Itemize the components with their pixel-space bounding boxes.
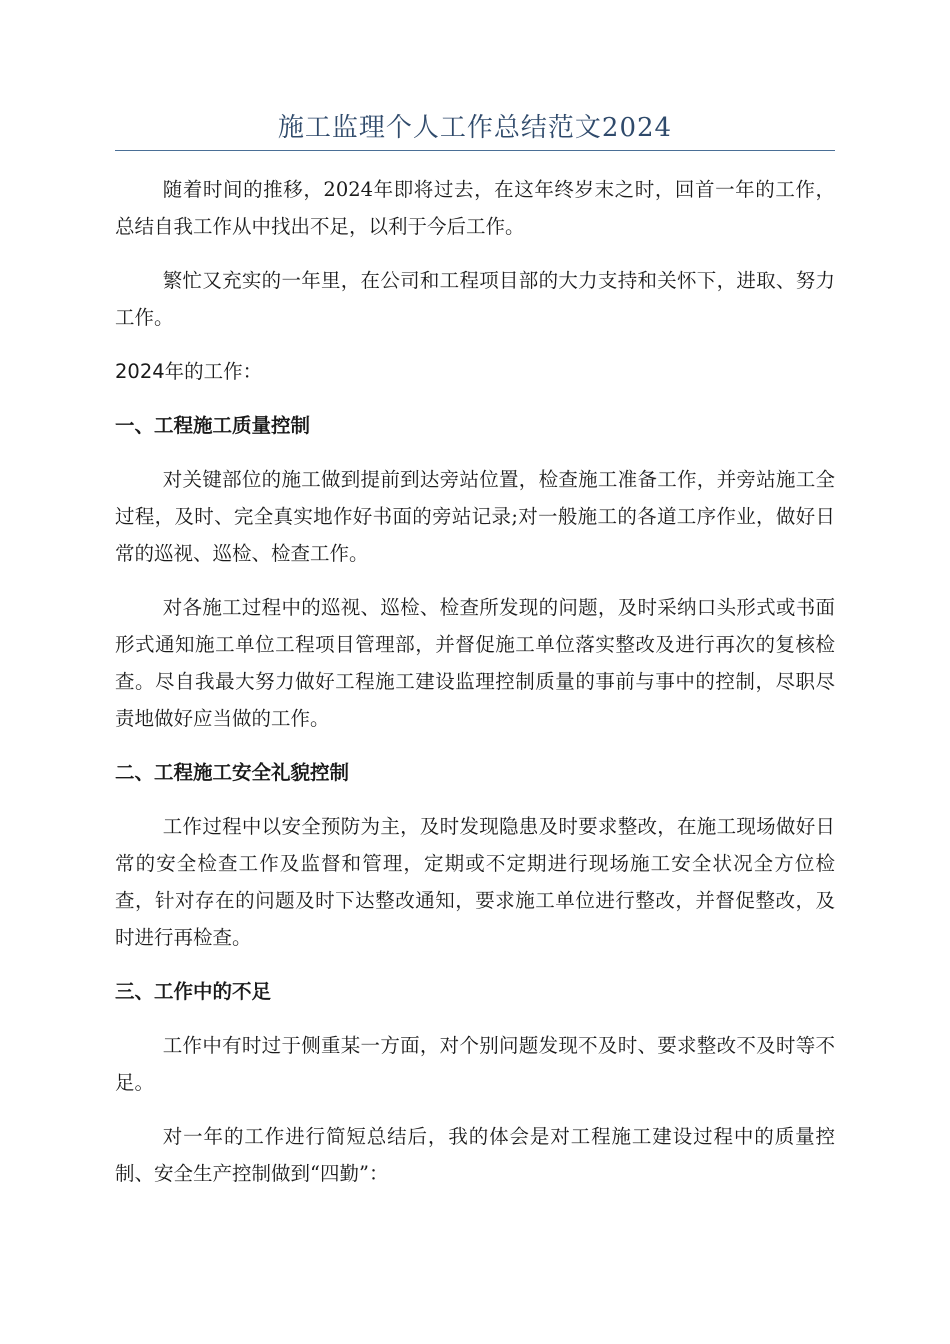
paragraph-quality-1: 对关键部位的施工做到提前到达旁站位置，检查施工准备工作，并旁站施工全过程，及时、完全真实地作好书面的旁站记录;对一般施工的各道工序作业，做好日常的巡视、巡检、检查工作。 <box>115 468 835 565</box>
paragraph-summary: 对一年的工作进行简短总结后，我的体会是对工程施工建设过程中的质量控制、安全生产控制做到“四勤”： <box>115 1125 835 1185</box>
section-heading-safety: 二、工程施工安全礼貌控制 <box>115 761 350 784</box>
document-page <box>115 110 835 1209</box>
paragraph-support: 繁忙又充实的一年里，在公司和工程项目部的大力支持和关怀下，进取、努力工作。 <box>115 269 835 329</box>
document-title: 施工监理个人工作总结范文2024 <box>115 110 835 151</box>
section-heading-shortcomings: 三、工作中的不足 <box>115 980 272 1003</box>
paragraph-year-work: 2024年的工作： <box>115 360 263 383</box>
paragraph-safety: 工作过程中以安全预防为主，及时发现隐患及时要求整改，在施工现场做好日常的安全检查工作及监督和管理，定期或不定期进行现场施工安全状况全方位检查，针对存在的问题及时下达整改通知，要求施工单位进行整改，并督促整改，及时进行再检查。 <box>115 815 835 949</box>
paragraph-intro: 随着时间的推移，2024年即将过去，在这年终岁末之时，回首一年的工作，总结自我工作从中找出不足，以利于今后工作。 <box>115 178 835 238</box>
paragraph-quality-2: 对各施工过程中的巡视、巡检、检查所发现的问题，及时采纳口头形式或书面形式通知施工单位工程项目管理部，并督促施工单位落实整改及进行再次的复核检查。尽自我最大努力做好工程施工建设监理控制质量的事前与事中的控制，尽职尽责地做好应当做的工作。 <box>115 596 835 730</box>
section-heading-quality: 一、工程施工质量控制 <box>115 414 311 437</box>
paragraph-shortcomings: 工作中有时过于侧重某一方面，对个别问题发现不及时、要求整改不及时等不足。 <box>115 1034 835 1094</box>
